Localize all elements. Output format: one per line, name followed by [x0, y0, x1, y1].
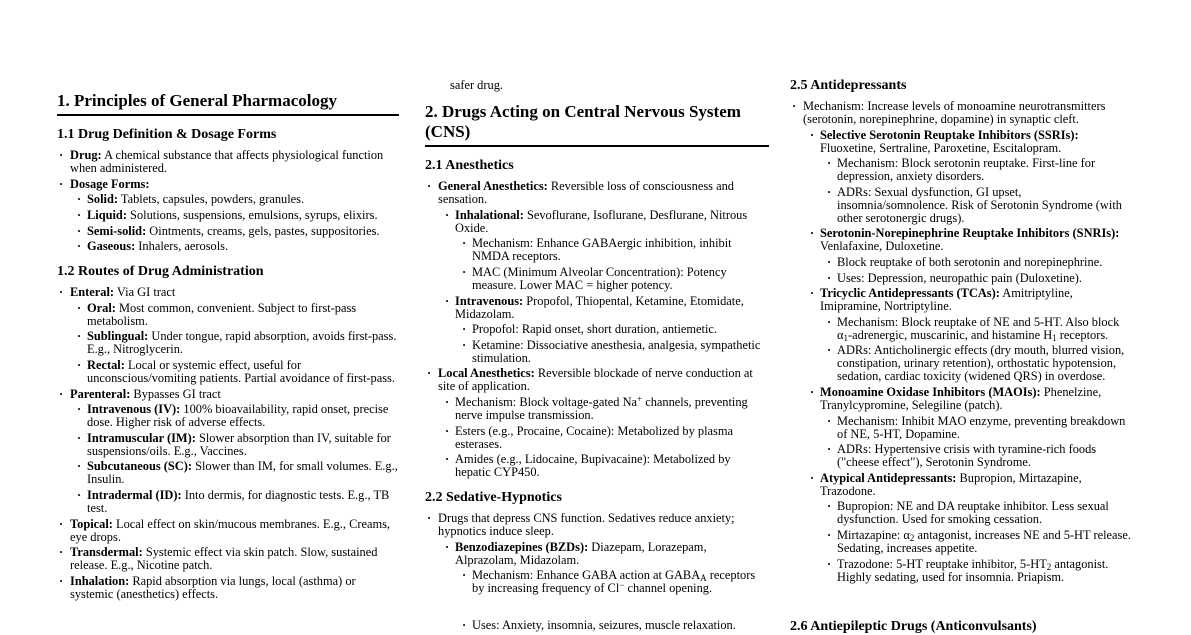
list-item	[790, 227, 1134, 253]
item-text: Sevoflurane, Isoflurane, Desflurane, Nitrous Oxide.	[455, 207, 748, 235]
bullet-icon: ·	[810, 385, 815, 400]
bullet-icon: ·	[827, 314, 832, 329]
list-item	[425, 323, 769, 336]
item-text: Esters (e.g., Procaine, Cocaine): Metabolized by plasma esterases.	[455, 423, 734, 451]
bullet-icon: ·	[462, 618, 467, 632]
bullet-icon: ·	[77, 487, 82, 502]
term-label: Intravenous:	[455, 293, 524, 308]
list-item	[57, 518, 399, 544]
item-text-wrap	[472, 322, 717, 336]
bullet-icon: ·	[810, 226, 815, 241]
item-text: Uses: Depression, neuropathic pain (Duloxetine).	[837, 270, 1082, 285]
item-text: A chemical substance that affects physiological function when administered.	[70, 148, 384, 176]
item-text: Amitriptyline, Imipramine, Nortriptyline.	[820, 286, 1073, 314]
item-text-wrap	[70, 148, 383, 175]
item-text: Propofol: Rapid onset, short duration, antiemetic.	[472, 322, 718, 337]
term-label: Intravenous (IV):	[87, 402, 181, 417]
bullet-icon: ·	[827, 343, 832, 358]
term-label: Semi-solid:	[87, 223, 147, 238]
list-item	[425, 180, 769, 206]
list-item	[790, 316, 1134, 342]
term-label: Subcutaneous (SC):	[87, 459, 192, 474]
item-text-wrap	[438, 366, 753, 393]
item-text: Mechanism: Enhance GABA action at $GABA_A$ receptors by increasing frequency of Cl− channel opening.	[472, 568, 756, 596]
term-label: Solid:	[87, 192, 118, 207]
item-text: Reversible loss of consciousness and sensation.	[438, 179, 734, 207]
heading-rule	[425, 145, 769, 147]
bullet-icon: ·	[77, 357, 82, 372]
superscript-text: +	[637, 393, 643, 404]
item-text-wrap	[455, 540, 707, 567]
subsection-heading: 2.1 Anesthetics	[425, 158, 514, 174]
bullet-icon: ·	[445, 423, 450, 438]
bullet-icon: ·	[827, 556, 832, 571]
list-item	[790, 443, 1134, 469]
subscript-text: 2	[1046, 561, 1052, 572]
list-item	[57, 240, 399, 253]
list-item	[790, 500, 1134, 526]
item-text: Inhalers, aerosols.	[135, 239, 229, 254]
bullet-icon: ·	[462, 236, 467, 251]
item-text: Under tongue, rapid absorption, avoids first-pass. E.g., Nitroglycerin.	[87, 329, 397, 357]
list-item	[57, 286, 399, 299]
list-item	[425, 569, 769, 595]
item-text: MAC (Minimum Alveolar Concentration): Potency measure. Lower MAC = higher potency.	[472, 264, 727, 292]
bullet-icon: ·	[462, 264, 467, 279]
item-text-wrap	[438, 511, 735, 538]
bullet-icon: ·	[827, 270, 832, 285]
subscript-text: 2	[909, 533, 915, 543]
item-text: Propofol, Thiopental, Ketamine, Etomidate, Midazolam.	[455, 293, 744, 321]
term-label: Oral:	[87, 300, 116, 315]
bullet-icon: ·	[445, 394, 450, 409]
list-item	[790, 386, 1134, 412]
list-item	[790, 272, 1134, 285]
list-item	[425, 266, 769, 292]
item-text-wrap	[837, 255, 1102, 269]
item-text-wrap	[837, 185, 1122, 225]
bullet-icon: ·	[77, 207, 82, 222]
item-text: Slower absorption than IV, suitable for suspensions/oils. E.g., Vaccines.	[87, 430, 391, 458]
item-text-wrap	[70, 574, 356, 601]
item-text: Via GI tract	[114, 285, 176, 300]
bullet-icon: ·	[427, 511, 432, 526]
term-label: Inhalational:	[455, 207, 524, 222]
list-item	[790, 472, 1134, 498]
item-text: Mirtazapine: $\alpha_2$ antagonist, increases NE and 5-HT release. Sedating, increases appetite.	[837, 528, 1131, 555]
subscript-text: A	[700, 573, 707, 584]
bullet-icon: ·	[77, 329, 82, 344]
column	[57, 91, 399, 603]
section-heading: 2. Drugs Acting on Central Nervous System (CNS)	[425, 102, 741, 142]
item-text-wrap	[820, 286, 1073, 313]
subsection-heading-clipped: 2.6 Antiepileptic Drugs (Anticonvulsants)	[790, 619, 1037, 634]
bullet-icon: ·	[59, 285, 64, 300]
list-item	[425, 453, 769, 479]
item-text-wrap	[820, 226, 1119, 253]
heading-rule	[57, 114, 399, 116]
list-item	[425, 512, 769, 538]
term-label: Sublingual:	[87, 329, 149, 344]
list-item	[57, 460, 399, 486]
item-text: Ketamine: Dissociative anesthesia, analgesia, sympathetic stimulation.	[472, 337, 761, 365]
subsection-heading: 2.5 Antidepressants	[790, 78, 907, 93]
item-text: Systemic effect via skin patch. Slow, sustained release. E.g., Nicotine patch.	[70, 545, 378, 573]
bullet-icon: ·	[445, 207, 450, 222]
bullet-icon: ·	[827, 528, 832, 542]
item-text: Most common, convenient. Subject to first-pass metabolism.	[87, 300, 357, 328]
bullet-icon: ·	[77, 430, 82, 445]
bullet-icon: ·	[59, 545, 64, 560]
bullet-icon: ·	[59, 148, 64, 163]
item-text: Mechanism: Increase levels of monoamine neurotransmitters (serotonin, norepinephrine, dopamine) in synaptic cleft.	[803, 99, 1106, 127]
item-text-wrap	[87, 224, 380, 238]
item-text: 100% bioavailability, rapid onset, precise dose. Higher risk of adverse effects.	[87, 402, 389, 430]
item-text-wrap	[87, 329, 396, 356]
item-text-wrap	[472, 265, 727, 292]
item-text-wrap	[87, 402, 388, 429]
bullet-icon: ·	[59, 386, 64, 401]
item-text-wrap	[438, 179, 734, 206]
bullet-icon: ·	[77, 192, 82, 207]
item-text-wrap	[837, 343, 1124, 383]
item-text-wrap	[472, 338, 760, 365]
bullet-icon: ·	[77, 402, 82, 417]
list-item	[425, 209, 769, 235]
subscript-text: 1	[843, 332, 848, 343]
bullet-icon: ·	[827, 442, 832, 457]
term-label: Gaseous:	[87, 239, 136, 254]
subsection-heading: 1.1 Drug Definition & Dosage Forms	[57, 127, 277, 143]
item-text-wrap	[87, 192, 304, 206]
item-text: Bypasses GI tract	[130, 386, 221, 401]
list-item	[790, 256, 1134, 269]
item-text: Solutions, suspensions, emulsions, syrups, elixirs.	[126, 207, 378, 222]
list-item	[57, 302, 399, 328]
item-text: Ointments, creams, gels, pastes, suppositories.	[146, 223, 380, 238]
superscript-text: −	[619, 580, 625, 591]
item-text: Bupropion, Mirtazapine, Trazodone.	[820, 470, 1082, 498]
term-label: Liquid:	[87, 207, 127, 222]
list-item	[790, 344, 1134, 383]
item-text-wrap	[837, 271, 1082, 285]
bullet-icon: ·	[827, 184, 832, 199]
bullet-icon: ·	[792, 99, 797, 114]
term-label: Transdermal:	[70, 545, 143, 560]
bullet-icon: ·	[810, 470, 815, 485]
item-text: Reversible blockade of nerve conduction at site of application.	[438, 366, 753, 394]
bullet-icon: ·	[59, 176, 64, 191]
list-item	[57, 193, 399, 206]
list-item	[790, 157, 1134, 183]
item-text: Into dermis, for diagnostic tests. E.g., TB test.	[87, 487, 390, 515]
term-label: Selective Serotonin Reuptake Inhibitors (SSRIs):	[820, 127, 1079, 142]
item-text-wrap	[472, 568, 755, 595]
bullet-icon: ·	[462, 568, 467, 583]
list-item	[790, 129, 1134, 155]
subscript-text: 1	[1052, 332, 1057, 343]
list-item	[57, 178, 399, 191]
list-item	[57, 149, 399, 175]
bullet-icon: ·	[77, 300, 82, 315]
item-text-wrap	[837, 315, 1119, 342]
list-item	[425, 295, 769, 321]
list-item	[57, 209, 399, 222]
bullet-icon: ·	[827, 156, 832, 171]
list-item	[57, 432, 399, 458]
item-text: Phenelzine, Tranylcypromine, Selegiline (patch).	[820, 385, 1102, 413]
item-text-wrap	[87, 301, 356, 328]
term-label: Inhalation:	[70, 573, 130, 588]
item-text-wrap	[87, 239, 228, 253]
item-text-wrap	[70, 517, 390, 544]
list-item	[790, 100, 1134, 126]
term-label: Rectal:	[87, 357, 125, 372]
term-label: General Anesthetics:	[438, 179, 548, 194]
item-text: ADRs: Anticholinergic effects (dry mouth, blurred vision, constipation, urinary retention), orthostatic hypotension, sedation, cardiac toxicity (widened QRS) in overdose.	[837, 343, 1125, 384]
term-label: Atypical Antidepressants:	[820, 470, 957, 485]
item-text-wrap	[455, 424, 733, 451]
subsection-heading: 2.2 Sedative-Hypnotics	[425, 490, 562, 506]
item-text: Slower than IM, for small volumes. E.g., Insulin.	[87, 459, 398, 487]
item-text-wrap	[70, 387, 221, 401]
bullet-icon: ·	[827, 499, 832, 514]
item-text-wrap	[455, 395, 748, 422]
list-item	[790, 186, 1134, 225]
bullet-icon: ·	[77, 459, 82, 474]
item-text-wrap	[70, 545, 377, 572]
item-text-wrap	[837, 156, 1095, 183]
term-label: Tricyclic Antidepressants (TCAs):	[820, 286, 1000, 301]
bullet-icon: ·	[427, 179, 432, 194]
item-text-wrap	[837, 442, 1096, 469]
item-text: Uses: Anxiety, insomnia, seizures, muscle relaxation.	[472, 618, 736, 632]
bullet-icon: ·	[77, 223, 82, 238]
term-label: Topical:	[70, 516, 113, 531]
item-text: Mechanism: Block serotonin reuptake. First-line for depression, anxiety disorders.	[837, 156, 1096, 184]
bullet-icon: ·	[59, 516, 64, 531]
item-text-wrap	[70, 285, 175, 299]
item-text-wrap	[455, 208, 747, 235]
item-text-wrap	[803, 99, 1105, 126]
item-text: Trazodone: 5-HT reuptake inhibitor, $5-HT_2$ antagonist. Highly sedating, used for insomnia. Priapism.	[837, 556, 1109, 584]
list-item	[790, 287, 1134, 313]
item-text: Venlafaxine, Duloxetine.	[820, 239, 944, 254]
item-text: Block reuptake of both serotonin and norepinephrine.	[837, 255, 1103, 270]
item-text-wrap	[455, 294, 744, 321]
bullet-icon: ·	[462, 337, 467, 352]
term-label: Enteral:	[70, 285, 115, 300]
bullet-icon: ·	[827, 413, 832, 428]
bullet-icon: ·	[445, 452, 450, 467]
item-text-wrap	[70, 177, 150, 191]
bullet-icon: ·	[59, 573, 64, 588]
list-item	[425, 339, 769, 365]
term-label: Intramuscular (IM):	[87, 430, 196, 445]
list-item	[57, 489, 399, 515]
list-item	[57, 403, 399, 429]
bullet-icon: ·	[77, 239, 82, 254]
item-text-wrap	[820, 471, 1082, 498]
item-text: Local effect on skin/mucous membranes. E.g., Creams, eye drops.	[70, 516, 391, 544]
list-item	[425, 367, 769, 393]
list-item	[425, 425, 769, 451]
list-item	[57, 388, 399, 401]
term-label: Serotonin-Norepinephrine Reuptake Inhibitors (SNRIs):	[820, 226, 1120, 241]
column	[790, 78, 1134, 634]
list-item	[425, 237, 769, 263]
bullet-icon: ·	[810, 127, 815, 142]
item-text: Fluoxetine, Sertraline, Paroxetine, Escitalopram.	[820, 140, 1062, 155]
list-item	[57, 225, 399, 238]
term-label: Monoamine Oxidase Inhibitors (MAOIs):	[820, 385, 1041, 400]
item-text-wrap	[837, 499, 1109, 526]
item-text: ADRs: Sexual dysfunction, GI upset, insomnia/somnolence. Risk of Serotonin Syndrome (with other serotonergic drugs).	[837, 184, 1122, 225]
bullet-icon: ·	[827, 255, 832, 270]
term-label: Benzodiazepines (BZDs):	[455, 539, 589, 554]
bullet-icon: ·	[427, 366, 432, 381]
item-text-wrap	[820, 385, 1101, 412]
term-label: Dosage Forms:	[70, 176, 150, 191]
item-text-wrap	[837, 557, 1108, 584]
item-text: Mechanism: Block reuptake of NE and 5-HT. Also block $\alpha_1$-adrenergic, muscarinic, and histamine $H_1$ receptors.	[837, 314, 1120, 343]
continuation-text: safer drug.	[450, 78, 503, 92]
section-heading: 1. Principles of General Pharmacology	[57, 91, 337, 110]
item-text: Diazepam, Lorazepam, Alprazolam, Midazolam.	[455, 539, 707, 567]
item-text-wrap	[472, 236, 732, 263]
item-text-wrap	[87, 459, 398, 486]
item-text: Local or systemic effect, useful for unconscious/vomiting patients. Partial avoidance of first-pass.	[87, 357, 395, 385]
term-label: Local Anesthetics:	[438, 366, 535, 381]
term-label: Parenteral:	[70, 386, 131, 401]
item-text-wrap	[837, 414, 1125, 441]
bullet-icon: ·	[445, 293, 450, 308]
item-text-wrap	[87, 208, 378, 222]
list-item	[425, 541, 769, 567]
bullet-icon: ·	[462, 322, 467, 337]
list-item	[425, 393, 769, 422]
item-text: Rapid absorption via lungs, local (asthma) or systemic (anesthetics) effects.	[70, 573, 356, 601]
subsection-heading: 1.2 Routes of Drug Administration	[57, 264, 264, 280]
bullet-icon: ·	[810, 286, 815, 301]
item-text-wrap	[455, 452, 731, 479]
item-text: Mechanism: Enhance GABAergic inhibition, inhibit NMDA receptors.	[472, 236, 732, 264]
item-text-wrap	[87, 431, 391, 458]
bullet-icon: ·	[445, 539, 450, 554]
list-item	[57, 330, 399, 356]
item-text: Bupropion: NE and DA reuptake inhibitor. Less sexual dysfunction. Used for smoking cessation.	[837, 499, 1109, 527]
list-item	[57, 575, 399, 601]
list-item	[57, 359, 399, 385]
item-text: Tablets, capsules, powders, granules.	[118, 192, 305, 207]
list-item	[57, 546, 399, 572]
item-text: ADRs: Hypertensive crisis with tyramine-rich foods ("cheese effect"), Serotonin Syndrome.	[837, 442, 1097, 470]
term-label: Intradermal (ID):	[87, 487, 182, 502]
item-text-wrap	[87, 358, 395, 385]
list-item	[790, 529, 1134, 555]
item-text-wrap	[472, 618, 736, 632]
list-item	[790, 415, 1134, 441]
item-text: Amides (e.g., Lidocaine, Bupivacaine): Metabolized by hepatic CYP450.	[455, 452, 731, 480]
item-text-wrap	[820, 128, 1079, 155]
item-text: Mechanism: Block voltage-gated Na+ channels, preventing nerve impulse transmission.	[455, 393, 748, 422]
term-label: Drug:	[70, 148, 102, 163]
list-item	[790, 558, 1134, 584]
item-text-wrap	[837, 528, 1131, 555]
column	[425, 78, 769, 632]
item-text: Mechanism: Inhibit MAO enzyme, preventing breakdown of NE, 5-HT, Dopamine.	[837, 413, 1126, 441]
item-text-wrap	[87, 488, 389, 515]
item-text: Drugs that depress CNS function. Sedatives reduce anxiety; hypnotics induce sleep.	[438, 511, 735, 539]
